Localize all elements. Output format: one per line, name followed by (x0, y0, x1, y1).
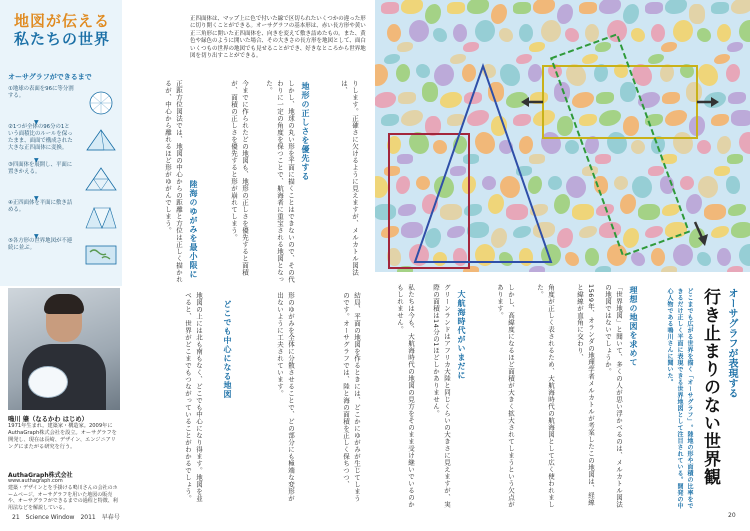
howto-heading: オーサグラフができるまで (8, 73, 92, 81)
company-heading: AuthaGraph株式会社 (8, 472, 73, 479)
blue-triangle-frame (415, 66, 551, 262)
body-column: 地図の上には北も南もなく、どこでも中心になり得ます。地図を並べると、世界がどこまでもつながっていることがわかるでしょう。 (184, 292, 203, 502)
down-arrow-icon: ▼ (34, 157, 39, 164)
feature-title-block (660, 282, 744, 522)
section-heading: どこでも中心になる地図 (223, 300, 232, 399)
company-url[interactable]: www.authagraph.com (8, 478, 63, 484)
process-step (8, 238, 120, 276)
portrait-hair (44, 294, 84, 314)
section-heading: 地形の正しさを優先する (301, 82, 310, 181)
process-step (8, 162, 120, 200)
globe-grid-icon (84, 90, 118, 116)
right-folio: 20 (728, 512, 736, 519)
left-folio: 21 Science Window 2011 早春号 (12, 514, 120, 521)
map-caption: 正四面体は、マップ上に色で付いた線で区切られたいくつかの違った形に切り開くことができる。オーサグラフの基本形は、赤い長方形や黄い正三角形に開いた正四面体を、向きを変えて敷き詰めたもの。また、黄色や緑色のように開いた場合、その大きさの長方形を地図として、面白いくつもの世界の地図でも見せることができ、好きなところから世界地図を切り出すことができる。 (190, 16, 366, 60)
body-column: しかし、高緯度になるほど面積が大きく拡大されてしまうという欠点があります。 (496, 284, 515, 508)
body-column: 1569年、オランダの地理学者メルカトルが考案したこの地図は、経線と緯線が直角に交わり、 (576, 284, 595, 506)
map-overlay (375, 0, 750, 272)
down-arrow-icon: ▼ (34, 195, 39, 202)
title-kicker: オーサグラフが表現する (726, 288, 737, 398)
series-title-line-1: 地図が伝える (14, 12, 111, 30)
body-column: 形のゆがみを全体に分散させることで、どの部分にも極端な変形が出ないように工夫されています。 (276, 292, 295, 502)
tiled-triangles-icon (84, 204, 118, 230)
tetrahedron-icon (84, 128, 118, 154)
process-sidebar (0, 0, 122, 286)
title-main: 行き止まりのない世界観 (700, 288, 720, 486)
portrait-photo (8, 288, 120, 410)
section-heading: 陸海のゆがみを最小限に (189, 180, 198, 279)
process-step (8, 86, 120, 124)
body-column: 私たちは今も、大航海時代の地図の見方をそのまま受け継いでいるのかもしれません。 (396, 284, 415, 508)
series-title-line-2: 私たちの世界 (14, 30, 111, 48)
process-step (8, 124, 120, 162)
body-column: しかし、地球の丸い形を平面に描くことはできないので、その代わりに一定の角度を保つことで、航海者に重宝される地図となった。 (265, 80, 295, 283)
down-arrow-icon: ▼ (34, 233, 39, 240)
process-step (8, 200, 120, 238)
lead-text: どこまでも広がる世界を描く「オーサグラフ」。陸地の形や面積の比率をできるだけ正しく平面に表現できる世界地図として注目されている。開発の中心人物である鳴川さんに聞いた。 (666, 288, 693, 509)
step-text: ①地球の表面を96に等分割する。 (8, 86, 74, 99)
body-column: 今までに作られたどの地図も、地形の正しさを優先すると面積が、面積の正しさを優先すると形が崩れてしまう。 (230, 80, 249, 276)
body-column: 正距方位図法では、地図の中心からの距離と方位は正しく描かれるが、中心から離れるほど形がゆがんでしまう。 (164, 80, 183, 283)
process-steps (8, 86, 120, 276)
step-text: ⑤各方形の世界地図が不連続に並ぶ。 (8, 238, 73, 251)
body-column: グリーンランドはアフリカ大陸と同じくらいの大きさに見えますが、実際の面積は14分の1ほどしかありません。 (432, 284, 451, 508)
unfolded-triangle-icon (84, 166, 118, 192)
down-arrow-icon: ▼ (34, 119, 39, 126)
map-rectangle-icon (84, 242, 118, 268)
body-column: 「世界地図」と聞いて、多くの人が思い浮かべるのは、メルカトル図法の地図ではないでしょうか。 (604, 284, 623, 508)
authagraph-tiled-map (375, 0, 750, 272)
section-heading: 理想の地図を求めて (629, 286, 638, 367)
step-text: ②1つが全体の96分の1という面積比のルールを保ったまま、面面で構成された大きな正四面体に変換。 (8, 124, 73, 151)
step-text: ④正四面体を平面に敷き詰める。 (8, 200, 73, 213)
company-description: 建築・デザインとを手掛ける鳴川さんの会社のホームページ。オーサグラフを用いた地図の販売や、オーサグラフができるまでの過程と特徴、利用法などを解説している。 (8, 485, 118, 511)
series-title (14, 12, 114, 48)
profile-bio: 1971年生まれ。建築家・構造家。2009年にAuthaGraph株式会社を設立。オーサグラフを開発し、現在は長崎、デザイン、エンジニアリングにまたがる研究を行う。 (8, 423, 117, 450)
body-column: りします。正確さに欠けるように見えますが、メルカトル図法は、 (340, 80, 359, 276)
body-column: 結局、平面の地図を作るときには、どこかにゆがみが生じてしまうのです。オーサグラフでは、陸と海の面積を正しく保ちつつ、 (342, 292, 361, 502)
body-column: 角度が正しく表されるため、大航海時代の航海図として広く使われました。 (536, 284, 555, 508)
green-diagonal-frame (551, 34, 689, 255)
red-frame (389, 134, 469, 268)
globe-model (28, 366, 68, 398)
profile-name: 鳴川 肇（なるかわ はじめ） (8, 416, 88, 423)
step-text: ③四面体を展開し、平面に置きかえる。 (8, 162, 73, 175)
section-heading: 大航海時代がいまだに (457, 290, 466, 380)
